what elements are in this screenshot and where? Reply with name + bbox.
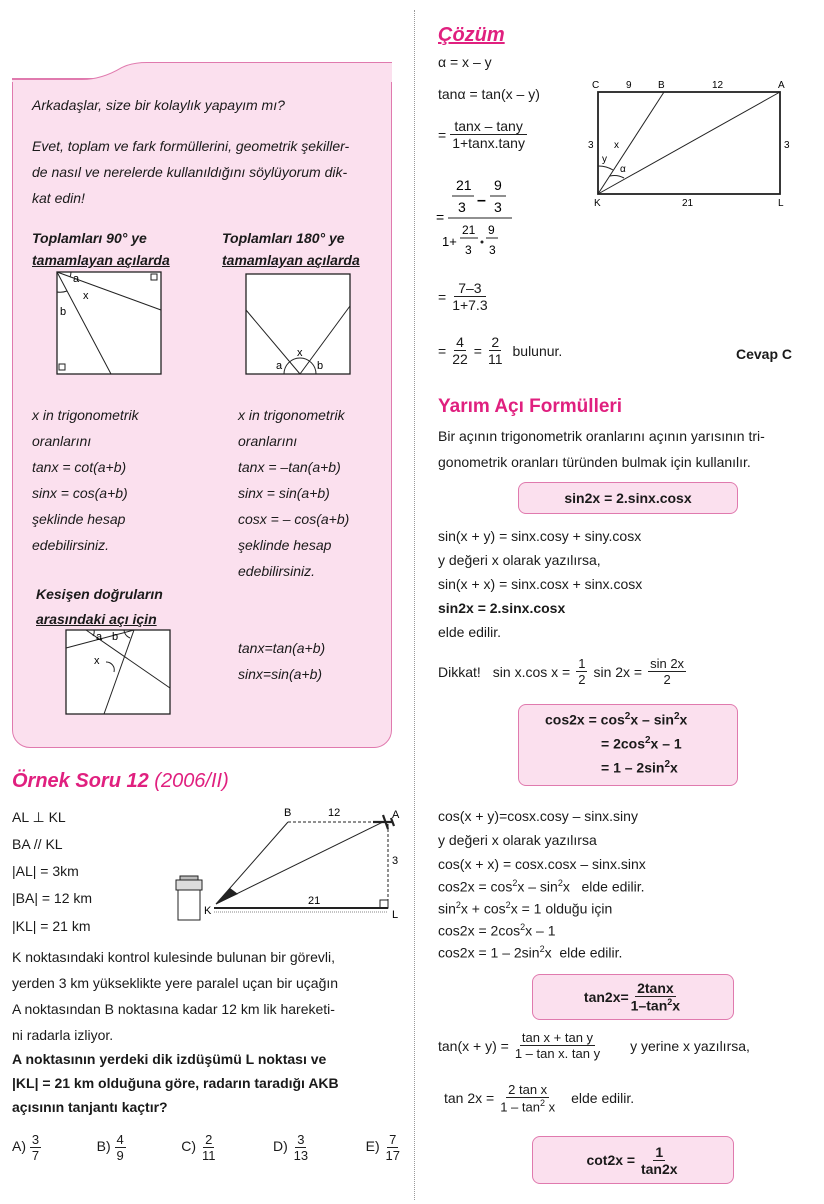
- svg-text:9: 9: [488, 223, 495, 237]
- svg-text:21: 21: [462, 223, 476, 237]
- intro-line-3: de nasıl ve nerelerde kullanıldığını söylüyorum dik-: [32, 164, 348, 180]
- col2-title-2: tamamlayan açılarda: [222, 252, 360, 268]
- svg-text:x: x: [297, 347, 303, 359]
- intro-line-1: Arkadaşlar, size bir kolaylık yapayım mı?: [32, 97, 285, 113]
- svg-text:K: K: [594, 198, 601, 208]
- cos-deriv-1: cos(x + y)=cosx.cosy – sinx.siny: [438, 808, 638, 824]
- half-angle-title: Yarım Açı Formülleri: [438, 396, 623, 417]
- half-angle-desc-1: Bir açının trigonometrik oranlarını açının yarısının tri-: [438, 428, 765, 444]
- answer-label: Cevap C: [736, 346, 793, 362]
- svg-text:A: A: [778, 80, 785, 91]
- svg-text:B: B: [284, 807, 292, 819]
- svg-text:a: a: [73, 273, 80, 285]
- solution-step-1: α = x – y: [438, 54, 492, 70]
- col1-text-6: edebilirsiniz.: [32, 537, 110, 553]
- svg-text:A: A: [392, 809, 400, 821]
- svg-text:a: a: [96, 631, 103, 643]
- svg-text:–: –: [477, 192, 486, 209]
- figure-intersecting-lines: [64, 628, 174, 718]
- svg-text:b: b: [112, 631, 119, 643]
- col3-text-1: tanx=tan(a+b): [238, 640, 326, 656]
- half-angle-desc-2: gonometrik oranları türünden bulmak için kullanılır.: [438, 454, 751, 470]
- svg-text:K: K: [204, 905, 212, 917]
- col2-text-6: şeklinde hesap: [238, 537, 332, 553]
- col1-text-3: tanx = cot(a+b): [32, 459, 127, 475]
- svg-text:3: 3: [588, 140, 594, 151]
- svg-text:3: 3: [458, 199, 466, 215]
- sin-deriv-3: sin(x + x) = sinx.cosx + sinx.cosx: [438, 576, 643, 592]
- svg-text:b: b: [60, 306, 67, 318]
- col1-title-1: Toplamları 90° ye: [32, 230, 147, 246]
- question-1: A noktasının yerdeki dik izdüşümü L noktası ve: [12, 1051, 327, 1067]
- choice-c[interactable]: C) $\frac{2}{11}$: [181, 1132, 216, 1163]
- dikkat-note: Dikkat! sin x.cos x = $\frac{1}{2}$ sin 2x = $\frac{\sin 2x}{2}$: [438, 656, 685, 687]
- cos-deriv-7: $\cos 2x = 1 - 2\sin^2x$ elde edilir.: [438, 944, 623, 961]
- col1-text-5: şeklinde hesap: [32, 511, 126, 527]
- col1-text-4: sinx = cos(a+b): [32, 485, 128, 501]
- example-title: Örnek Soru 12 (2006/II): [12, 770, 229, 792]
- svg-text:3: 3: [494, 199, 502, 215]
- svg-text:B: B: [658, 80, 665, 91]
- choice-a[interactable]: A) $\frac{3}{7}$: [12, 1132, 40, 1163]
- cos-deriv-3: cos(x + x) = cosx.cosx – sinx.sinx: [438, 856, 646, 872]
- col3-text-2: sinx=sin(a+b): [238, 666, 323, 682]
- tan2x-formula-box: tan2x= $\frac{2\tan x}{1-\tan^2x}$: [532, 974, 734, 1020]
- svg-text:α: α: [620, 164, 626, 175]
- given-1: AL ⊥ KL: [12, 809, 66, 825]
- sin2x-formula-box: sin2x = 2.sinx.cosx: [518, 482, 738, 514]
- col2-text-2: oranlarını: [238, 433, 298, 449]
- svg-text:3: 3: [465, 243, 472, 257]
- sin-deriv-1: sin(x + y) = sinx.cosy + siny.cosx: [438, 528, 642, 544]
- tan-sum-formula: tan(x + y) = $\frac{\text{tan x + tan y}}{\text{1 – tan x. tan y}}$ y yerine x yazılırsa,: [438, 1030, 750, 1061]
- col1-title-2: tamamlayan açılarda: [32, 252, 170, 268]
- svg-text:x: x: [94, 655, 100, 667]
- svg-text:12: 12: [328, 807, 341, 819]
- given-3: |AL| = 3km: [12, 863, 79, 879]
- solution-step-4: [434, 172, 524, 268]
- intro-line-2: Evet, toplam ve fark formüllerini, geometrik şekiller-: [32, 138, 350, 154]
- svg-text:x: x: [614, 140, 619, 151]
- solution-figure: [586, 78, 796, 208]
- col2-text-7: edebilirsiniz.: [238, 563, 316, 579]
- solution-step-5: = $\frac{7-3}{1+7.3}$: [438, 280, 488, 313]
- choice-b[interactable]: B) $\frac{4}{9}$: [96, 1132, 124, 1163]
- svg-text:3: 3: [784, 140, 790, 151]
- col1-text-2: oranlarını: [32, 433, 92, 449]
- svg-text:12: 12: [712, 80, 724, 91]
- cos-deriv-2: y değeri x olarak yazılırsa: [438, 832, 597, 848]
- problem-text-1: K noktasındaki kontrol kulesinde bulunan bir görevli,: [12, 949, 335, 965]
- sin-deriv-2: y değeri x olarak yazılırsa,: [438, 552, 601, 568]
- svg-text:21: 21: [682, 198, 694, 208]
- col2-text-1: x in trigonometrik: [238, 407, 345, 423]
- solution-step-2: tanα = tan(x – y): [438, 86, 540, 102]
- svg-text:9: 9: [494, 177, 502, 193]
- radar-figure: [168, 800, 408, 930]
- svg-text:x: x: [83, 290, 89, 302]
- sin-deriv-4: sin2x = 2.sinx.cosx: [438, 600, 566, 616]
- column-divider: [414, 10, 415, 1200]
- question-2: |KL| = 21 km olduğuna göre, radarın taradığı AKB: [12, 1075, 339, 1091]
- svg-text:9: 9: [626, 80, 632, 91]
- choice-e[interactable]: E) $\frac{7}{17}$: [365, 1132, 400, 1163]
- svg-text:y: y: [602, 154, 607, 165]
- svg-text:21: 21: [308, 895, 321, 907]
- choice-d[interactable]: D) $\frac{3}{13}$: [272, 1132, 309, 1163]
- svg-text:=: =: [436, 209, 445, 225]
- cot2x-formula-box: cot2x = $\frac{1}{\tan 2x}$: [532, 1136, 734, 1184]
- question-3: açısının tanjantı kaçtır?: [12, 1099, 168, 1115]
- solution-title: Çözüm: [438, 24, 505, 46]
- problem-text-4: ni radarla izliyor.: [12, 1027, 114, 1043]
- col2-text-5: cosx = – cos(a+b): [238, 511, 350, 527]
- problem-text-3: A noktasından B noktasına kadar 12 km lik hareketi-: [12, 1001, 335, 1017]
- svg-text:L: L: [392, 909, 399, 921]
- col3-title-2: arasındaki açı için: [36, 611, 157, 627]
- problem-text-2: yerden 3 km yükseklikte yere paralel uçan bir uçağın: [12, 975, 339, 991]
- svg-text:b: b: [317, 360, 324, 372]
- given-5: |KL| = 21 km: [12, 918, 91, 934]
- sin-deriv-5: elde edilir.: [438, 624, 502, 640]
- col3-title-1: Kesişen doğruların: [36, 586, 163, 602]
- svg-text:1+: 1+: [442, 234, 457, 249]
- cos-deriv-5: $\sin^2x + \cos^2x = 1$ olduğu için: [438, 900, 613, 917]
- given-4: |BA| = 12 km: [12, 890, 93, 906]
- solution-step-6: = $\frac{4}{22}$ = $\frac{2}{11}$ bulunur.: [438, 334, 563, 367]
- cos-deriv-4: $\cos 2x = \cos^2x - \sin^2x$ elde edilir.: [438, 878, 645, 895]
- figure-90-degrees: [55, 270, 167, 380]
- col1-text-1: x in trigonometrik: [32, 407, 139, 423]
- svg-text:3: 3: [392, 855, 399, 867]
- figure-180-degrees: [244, 272, 354, 380]
- answer-choices: [12, 1132, 402, 1163]
- given-2: BA // KL: [12, 836, 63, 852]
- svg-text:3: 3: [489, 243, 496, 257]
- svg-text:a: a: [276, 360, 283, 372]
- col2-text-4: sinx = sin(a+b): [238, 485, 330, 501]
- svg-text:L: L: [778, 198, 784, 208]
- svg-text:21: 21: [456, 177, 472, 193]
- col2-title-1: Toplamları 180° ye: [222, 230, 345, 246]
- col2-text-3: tanx = –tan(a+b): [238, 459, 341, 475]
- cos-deriv-6: $\cos 2x = 2\cos^2x - 1$: [438, 922, 556, 939]
- solution-step-3: = $\frac{\tan x - \tan y}{1+\tan x.\tan y}$: [438, 118, 525, 151]
- cos2x-formula-box: $\cos 2x = \cos^2x - \sin^2x$ = $2\cos^2x - 1$ = $1 - 2\sin^2x$: [518, 704, 738, 786]
- tan2x-result: tan 2x = $\frac{\text{2 tan x}}{1 - \tan^2 x}$ elde edilir.: [444, 1082, 635, 1115]
- tips-box-tab: [12, 60, 392, 82]
- svg-text:C: C: [592, 80, 600, 91]
- intro-line-4: kat edin!: [32, 190, 85, 206]
